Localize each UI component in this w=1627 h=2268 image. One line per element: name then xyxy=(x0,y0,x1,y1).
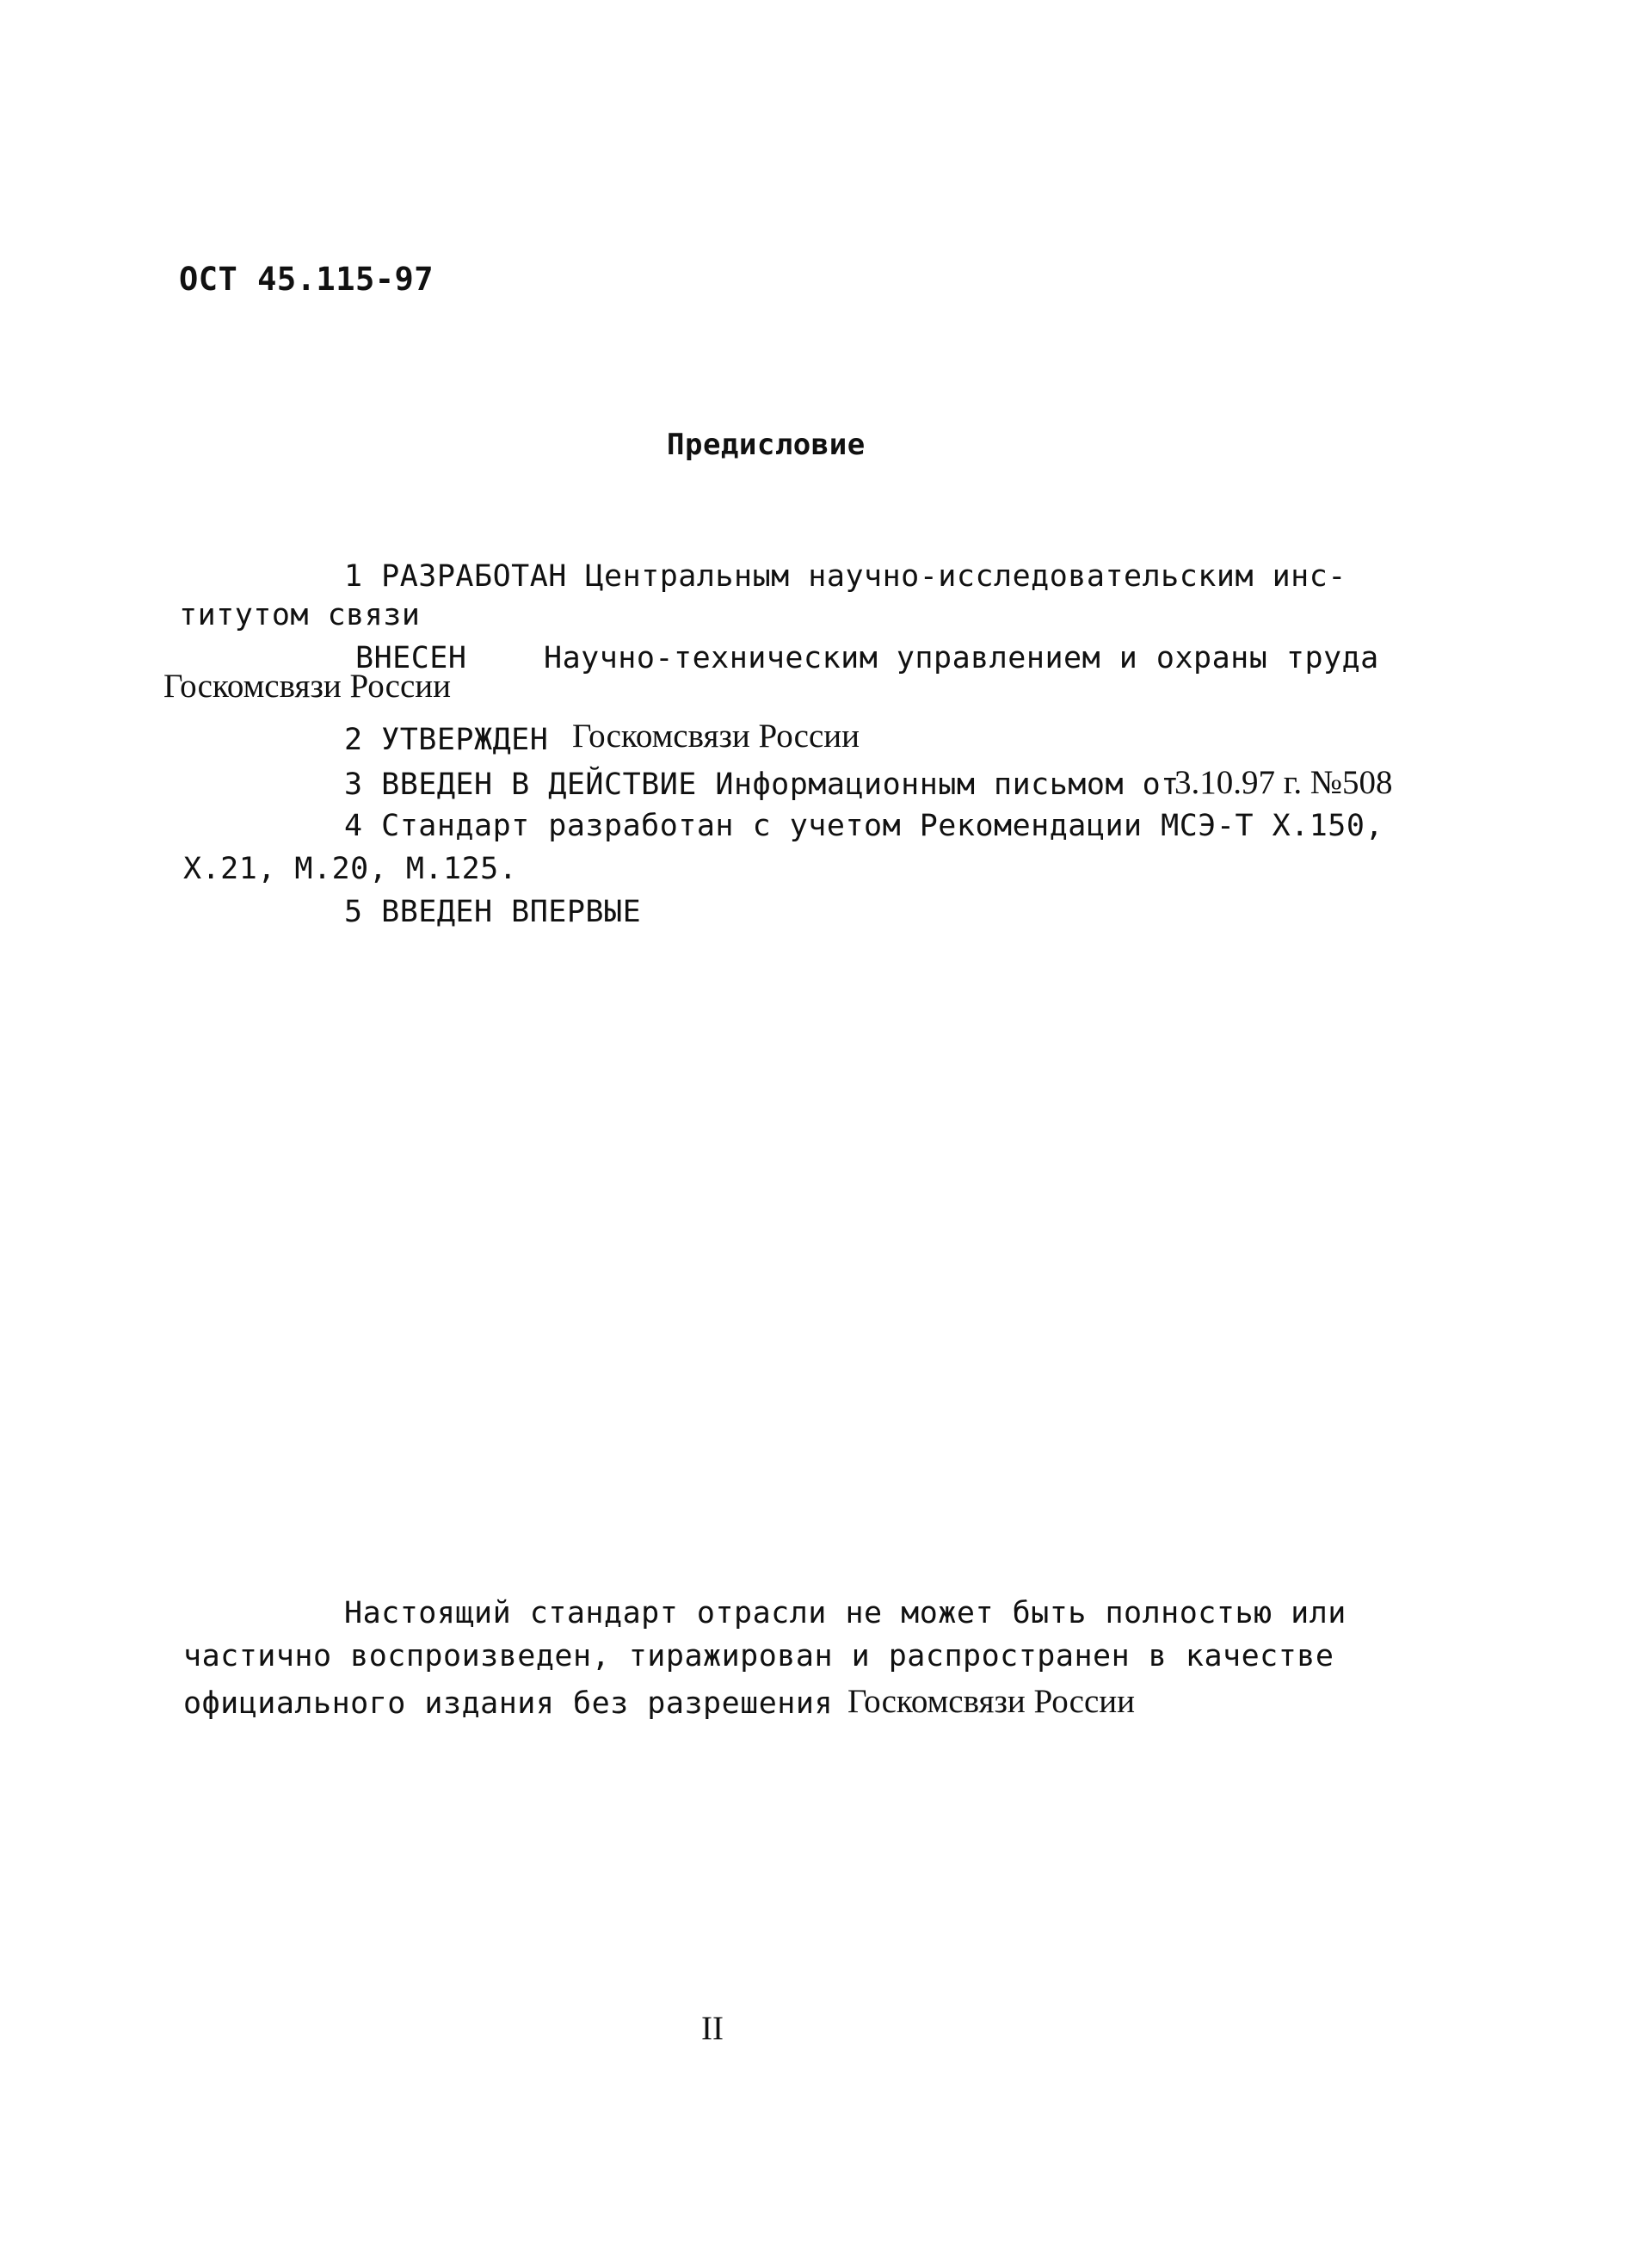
item-1-line-1: 1 РАЗРАБОТАН Центральным научно-исследовательским инс- xyxy=(344,559,1347,594)
document-code: ОСТ 45.115-97 xyxy=(179,261,434,298)
item-2-org: Госкомсвязи России xyxy=(572,718,860,755)
item-4-line-2: X.21, M.20, M.125. xyxy=(183,852,518,886)
item-2-label: 2 УТВЕРЖДЕН xyxy=(344,723,549,757)
vnesen-label: ВНЕСЕН xyxy=(355,641,467,675)
vnesen-org: Госкомсвязи России xyxy=(163,668,452,705)
page-number: II xyxy=(701,2010,724,2047)
notice-line-1: Настоящий стандарт отрасли не может быть полностью или xyxy=(344,1596,1347,1630)
item-4-line-1: 4 Стандарт разработан с учетом Рекомендации МСЭ-Т X.150, xyxy=(344,809,1384,843)
item-5: 5 ВВЕДЕН ВПЕРВЫЕ xyxy=(344,895,642,929)
notice-line-2: частично воспроизведен, тиражирован и распространен в качестве xyxy=(183,1639,1334,1673)
vnesen-text: Научно-техническим управлением и охраны труда xyxy=(544,641,1379,675)
page-title: Предисловие xyxy=(667,428,866,462)
notice-line-3b: Госкомсвязи России xyxy=(847,1683,1136,1720)
item-1-line-2: титутом связи xyxy=(179,598,421,632)
item-3-text: 3 ВВЕДЕН В ДЕЙСТВИЕ Информационным письмом от xyxy=(344,767,1180,802)
item-3-date: 3.10.97 г. №508 xyxy=(1174,764,1393,801)
notice-line-3a: официального издания без разрешения xyxy=(183,1686,834,1721)
